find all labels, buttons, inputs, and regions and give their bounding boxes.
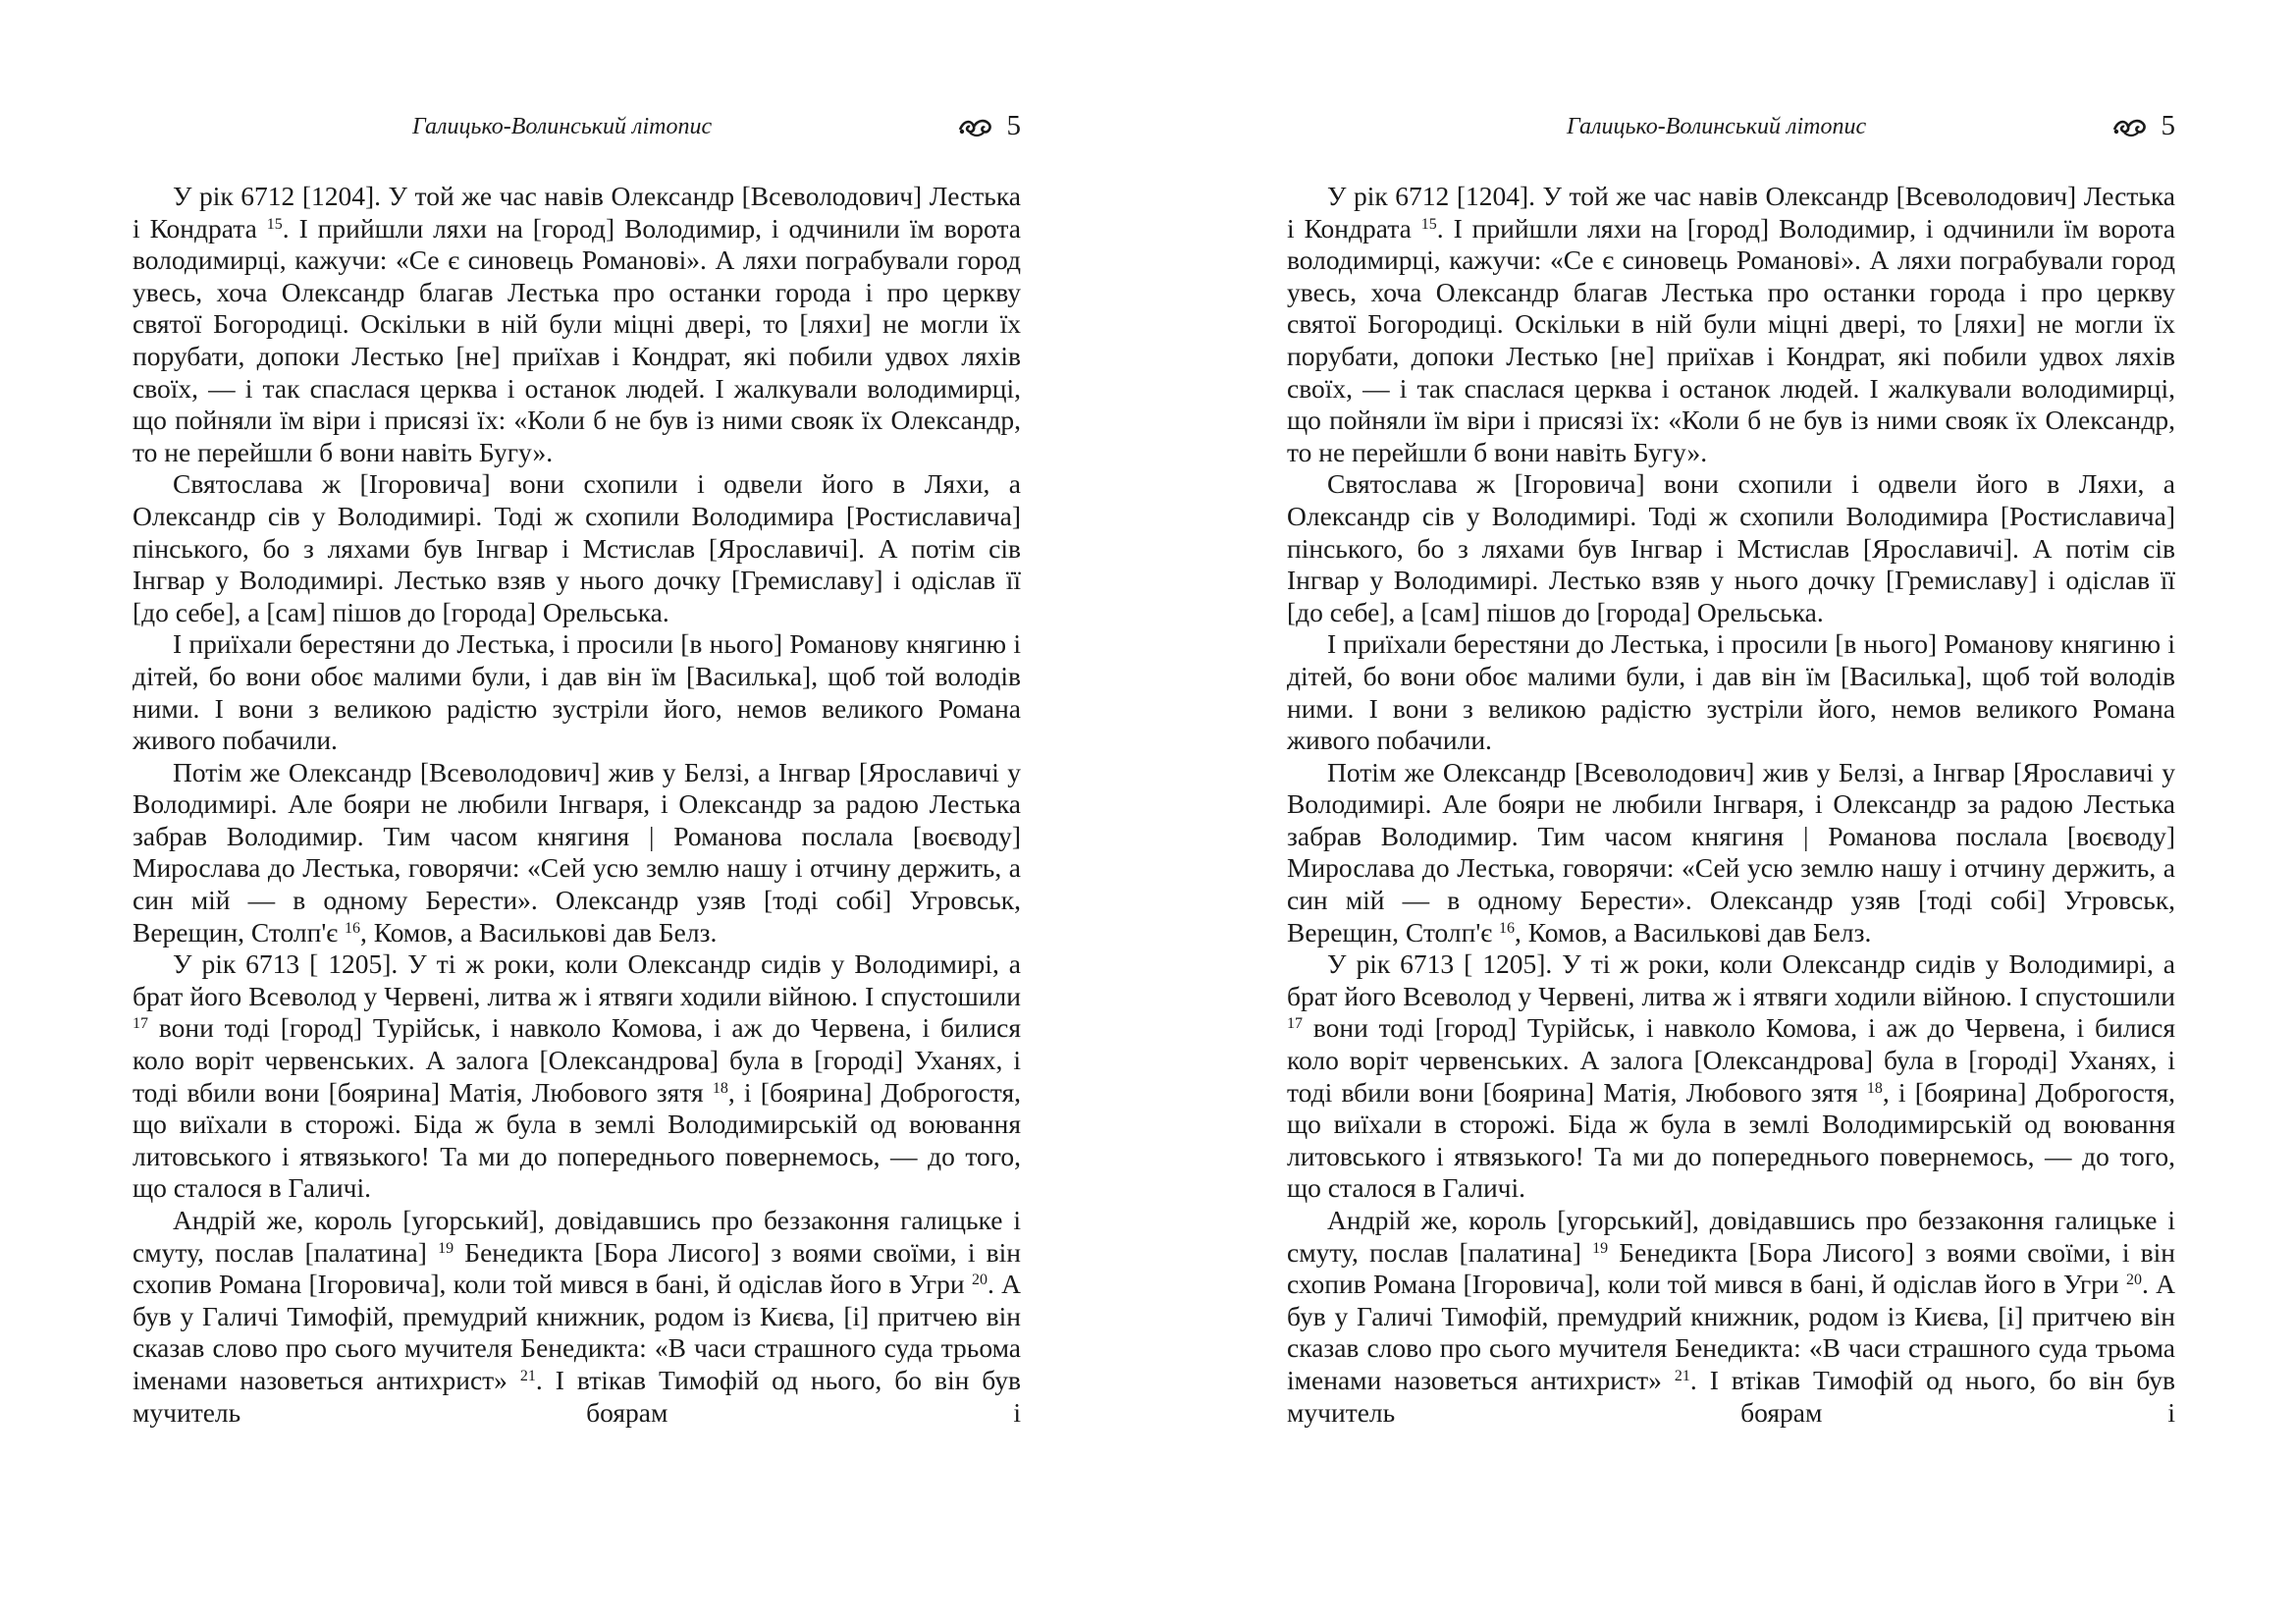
paragraph-text: Святослава ж [Ігоровича] вони схопили і одвели його в Ляхи, а Олександр сів у Володимирі. Тоді ж схопили Володимира [Ростиславича] пінського, бо з ляхами був Інгвар і Мстислав [Ярославичі]. А потім сів Інгвар у Володимирі. Лестько взяв у нього дочку [Гремиславу] і одіслав її [до себе], а [сам] пішов до [города] Орельська.	[1287, 468, 2175, 627]
body-text	[133, 181, 1021, 1429]
footnote-marker: 21	[519, 1367, 536, 1384]
footnote-marker: 19	[1592, 1239, 1609, 1257]
paragraph-text: . І прийшли ляхи на [город] Володимир, і одчинили їм ворота володимирці, кажучи: «Се є синовець Романові». А ляхи пограбували город увесь, хоча Олександр благав Лестька про останки города і про церкву святої Богородиці. Оскільки в ній були міцні двері, то [ляхи] не могли їх порубати, допоки Лестько [не] приїхав і Кондрат, які побили удвох ляхів своїх, — і так спаслася церква і останок людей. І жалкували володимирці, що пойняли їм віри і присязі їх: «Коли б не був із ними свояк їх Олександр, то не перейшли б вони навіть Бугу».	[1287, 212, 2175, 467]
footnote-marker: 21	[1674, 1367, 1690, 1384]
paragraph	[1287, 628, 2175, 756]
paragraph-text: Бенедикта [Бора Лисого] з воями своїми, і він схопив Романа [Ігоровича], коли той мився в бані, й одіслав його в Угри	[1287, 1236, 2176, 1300]
footnote-marker: 18	[1866, 1079, 1883, 1097]
paragraph-text: Святослава ж [Ігоровича] вони схопили і одвели його в Ляхи, а Олександр сів у Володимирі. Тоді ж схопили Володимира [Ростиславича] пінського, бо з ляхами був Інгвар і Мстислав [Ярославичі]. А потім сів Інгвар у Володимирі. Лестько взяв у нього дочку [Гремиславу] і одіслав її [до себе], а [сам] пішов до [города] Орельська.	[133, 468, 1021, 627]
paragraph-text: . А був у Галичі Тимофій, премудрий книжник, родом із Києва, [і] притчею він сказав слово про сього мучителя Бенедикта: «В часи страшного суда трьома іменами назоветься антихрист»	[133, 1269, 1021, 1395]
paragraph-text: . А був у Галичі Тимофій, премудрий книжник, родом із Києва, [і] притчею він сказав слово про сього мучителя Бенедикта: «В часи страшного суда трьома іменами назоветься антихрист»	[1287, 1269, 2175, 1395]
footnote-marker: 16	[344, 919, 360, 937]
paragraph-text: Андрій же, король [угорський], довідавшись про беззаконня галицьке і смуту, послав [палатина]	[133, 1205, 1021, 1268]
paragraph-text: вони тоді [город] Турійськ, і навколо Комова, і аж до Червена, і билися коло воріт червенських. А залога [Олександрова] була в [городі] Уханях, і тоді вбили вони [боярина] Матія, Любового зятя	[1287, 1012, 2175, 1108]
paragraph-text: Бенедикта [Бора Лисого] з воями своїми, і він схопив Романа [Ігоровича], коли той мився в бані, й одіслав його в Угри	[133, 1236, 1022, 1300]
paragraph-text: І приїхали берестяни до Лестька, і просили [в нього] Романову княгиню і дітей, бо вони обоє малими були, і дав він їм [Василька], щоб той володів ними. І вони з великою радістю зустріли його, немов великого Романа живого побачили.	[133, 628, 1021, 756]
paragraph	[133, 948, 1021, 1205]
paragraph	[1287, 468, 2175, 628]
running-title: Галицько-Волинський літопис	[1567, 114, 1867, 139]
paragraph-text: . І втікав Тимофій од нього, бо він був мучитель боярам і	[1287, 1364, 2175, 1428]
footnote-marker: 19	[438, 1239, 454, 1257]
footnote-marker: 20	[971, 1272, 988, 1289]
paragraph-text: Потім же Олександр [Всеволодович] жив у Белзі, а Інгвар [Ярославичі у Володимирі. Але бояри не любили Інгваря, і Олександр за радою Лестька забрав Володимир. Тим часом княгиня | Романова послала [воєводу] Мирослава до Лестька, говорячи: «Сей усю землю нашу і отчину держить, а син мій — в одному Берести». Олександр узяв [тоді собі] Угровськ, Верещин, Столп'є	[1287, 756, 2175, 947]
footnote-marker: 17	[133, 1015, 148, 1033]
paragraph-text: вони тоді [город] Турійськ, і навколо Комова, і аж до Червена, і билися коло воріт червенських. А залога [Олександрова] була в [городі] Уханях, і тоді вбили вони [боярина] Матія, Любового зятя	[133, 1012, 1021, 1108]
page-number: 5	[1006, 110, 1021, 141]
paragraph-text: У рік 6713 [ 1205]. У ті ж роки, коли Олександр сидів у Володимирі, а брат його Всеволод у Червені, литва ж і ятвяги ходили війною. І спустошили	[1287, 948, 2175, 1011]
paragraph	[1287, 1205, 2175, 1429]
paragraph	[133, 628, 1021, 756]
page-number: 5	[2161, 110, 2175, 141]
paragraph	[133, 757, 1021, 949]
paragraph-text: І приїхали берестяни до Лестька, і просили [в нього] Романову княгиню і дітей, бо вони обоє малими були, і дав він їм [Василька], щоб той володів ними. І вони з великою радістю зустріли його, немов великого Романа живого побачили.	[1287, 628, 2175, 756]
paragraph-text: У рік 6713 [ 1205]. У ті ж роки, коли Олександр сидів у Володимирі, а брат його Всеволод у Червені, литва ж і ятвяги ходили війною. І спустошили	[133, 948, 1021, 1011]
paragraph-text: Потім же Олександр [Всеволодович] жив у Белзі, а Інгвар [Ярославичі у Володимирі. Але бояри не любили Інгваря, і Олександр за радою Лестька забрав Володимир. Тим часом княгиня | Романова послала [воєводу] Мирослава до Лестька, говорячи: «Сей усю землю нашу і отчину держить, а син мій — в одному Берести». Олександр узяв [тоді собі] Угровськ, Верещин, Столп'є	[133, 756, 1021, 947]
running-head	[1287, 110, 2175, 151]
footnote-marker: 16	[1498, 919, 1515, 937]
footnote-marker: 20	[2125, 1272, 2142, 1289]
fleuron-ornament-icon	[2112, 116, 2146, 137]
footnote-marker: 17	[1287, 1015, 1303, 1033]
paragraph-text: У рік 6712 [1204]. У той же час навів Олександр [Всеволодович] Лестька і Кондрата	[133, 181, 1021, 244]
paragraph	[133, 181, 1021, 468]
footnote-marker: 15	[266, 215, 283, 233]
footnote-marker: 15	[1420, 215, 1437, 233]
paragraph	[1287, 181, 2175, 468]
paragraph-text: , і [боярина] Доброгостя, що виїхали в сторожі. Біда ж була в землі Володимирській од воювання литовського і ятвязького! Та ми до попереднього повернемось, — до того, що сталося в Галичі.	[133, 1076, 1021, 1204]
running-head	[133, 110, 1021, 151]
footnote-marker: 18	[712, 1079, 728, 1097]
paragraph-text: . І втікав Тимофій од нього, бо він був мучитель боярам і	[133, 1364, 1021, 1428]
paragraph-text: , Комов, а Василькові дав Белз.	[1514, 916, 1872, 947]
paragraph-text: , Комов, а Василькові дав Белз.	[359, 916, 718, 947]
paragraph-text: Андрій же, король [угорський], довідавшись про беззаконня галицьке і смуту, послав [палатина]	[1287, 1205, 2175, 1268]
body-text	[1287, 181, 2175, 1429]
fleuron-ornament-icon	[958, 116, 991, 137]
paragraph	[133, 468, 1021, 628]
paragraph-text: У рік 6712 [1204]. У той же час навів Олександр [Всеволодович] Лестька і Кондрата	[1287, 181, 2175, 244]
running-title: Галицько-Волинський літопис	[412, 114, 713, 139]
paragraph	[1287, 757, 2175, 949]
paragraph	[133, 1205, 1021, 1429]
paragraph	[1287, 948, 2175, 1205]
paragraph-text: , і [боярина] Доброгостя, що виїхали в сторожі. Біда ж була в землі Володимирській од воювання литовського і ятвязького! Та ми до попереднього повернемось, — до того, що сталося в Галичі.	[1287, 1076, 2175, 1204]
paragraph-text: . І прийшли ляхи на [город] Володимир, і одчинили їм ворота володимирці, кажучи: «Се є синовець Романові». А ляхи пограбували город увесь, хоча Олександр благав Лестька про останки города і про церкву святої Богородиці. Оскільки в ній були міцні двері, то [ляхи] не могли їх порубати, допоки Лестько [не] приїхав і Кондрат, які побили удвох ляхів своїх, — і так спаслася церква і останок людей. І жалкували володимирці, що пойняли їм віри і присязі їх: «Коли б не був із ними свояк їх Олександр, то не перейшли б вони навіть Бугу».	[133, 212, 1021, 467]
